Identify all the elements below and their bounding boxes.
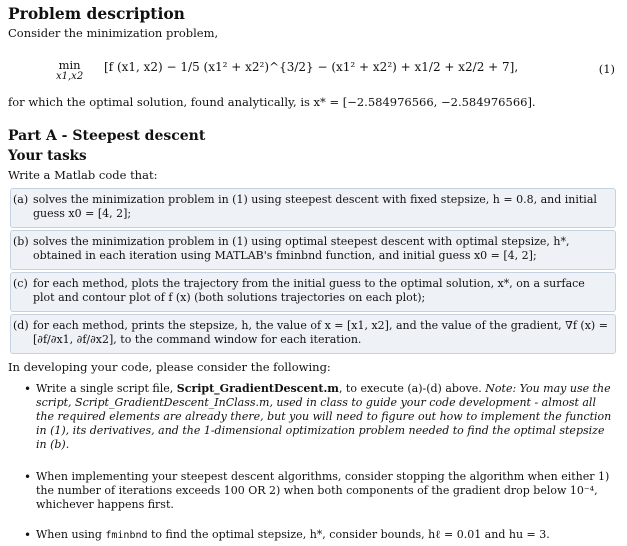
- task-text: solves the minimization problem in (1) using steepest descent with fixed stepsize, h = 0.8, and initial guess x0 = [4, 2];: [33, 193, 597, 220]
- min-subscript: x1,x2: [56, 71, 84, 82]
- bullet-text: When using fminbnd to find the optimal stepsize, h*, consider bounds, hℓ = 0.01 and hu = 3.: [36, 528, 550, 541]
- task-item-d: [10, 314, 616, 354]
- bullet-icon: •: [24, 528, 32, 542]
- problem-heading: Problem description: [8, 4, 185, 23]
- task-text: for each method, prints the stepsize, h, the value of x = [x1, x2], and the value of the gradient, ∇f (x) = [∂f/∂x1, ∂f/∂x2], to the command window for each iteration.: [33, 319, 608, 346]
- bullet-icon: •: [24, 470, 32, 484]
- task-label: (a): [13, 193, 29, 206]
- min-label: min: [58, 58, 81, 72]
- task-text: for each method, plots the trajectory from the initial guess to the optimal solution, x*, on a surface plot and contour plot of f (x) (both solutions trajectories on each plot);: [33, 277, 585, 304]
- solution-statement: for which the optimal solution, found analytically, is x* = [−2.584976566, −2.584976566].: [8, 95, 536, 109]
- task-label: (b): [13, 235, 29, 248]
- bullet-item-script: [24, 382, 614, 466]
- part-a-heading: Part A - Steepest descent: [8, 128, 206, 144]
- equation-min-operator: [56, 59, 83, 83]
- task-item-a: [10, 188, 616, 228]
- task-label: (c): [13, 277, 28, 290]
- problem-intro: Consider the minimization problem,: [8, 26, 219, 40]
- consider-intro: In developing your code, please consider the following:: [8, 360, 331, 374]
- task-label: (d): [13, 319, 29, 332]
- bullet-item-stopping: [24, 470, 614, 514]
- task-item-c: [10, 272, 616, 312]
- bullet-text: When implementing your steepest descent algorithms, consider stopping the algorithm when either 1) the number of iterations exceeds 100 OR 2) when both components of the gradient drop below 10⁻⁴, whichever happens first.: [36, 470, 610, 511]
- equation-number: (1): [598, 62, 615, 76]
- objective-equation: [f (x1, x2) − 1/5 (x1² + x2²)^{3/2} − (x1² + x2²) + x1/2 + x2/2 + 7],: [104, 60, 519, 74]
- tasks-heading: Your tasks: [8, 148, 87, 164]
- bullet-text: Write a single script file, Script_GradientDescent.m, to execute (a)-(d) above. Note: You may use the script, Script_GradientDescent_InClass.m, used in class to guide your code development - almost all the required elements are already there, but you will need to figure out how to implement the function in (1), its derivatives, and the 1-dimensional optimization problem needed to find the optimal stepsize in (b).: [36, 382, 612, 451]
- bullet-item-bounds: [24, 528, 614, 544]
- bullet-icon: •: [24, 382, 32, 396]
- task-item-b: [10, 230, 616, 270]
- tasks-intro: Write a Matlab code that:: [8, 168, 158, 182]
- task-text: solves the minimization problem in (1) using optimal steepest descent with optimal stepsize, h*, obtained in each iteration using MATLAB's fminbnd function, and initial guess x0 = [4, 2];: [33, 235, 570, 262]
